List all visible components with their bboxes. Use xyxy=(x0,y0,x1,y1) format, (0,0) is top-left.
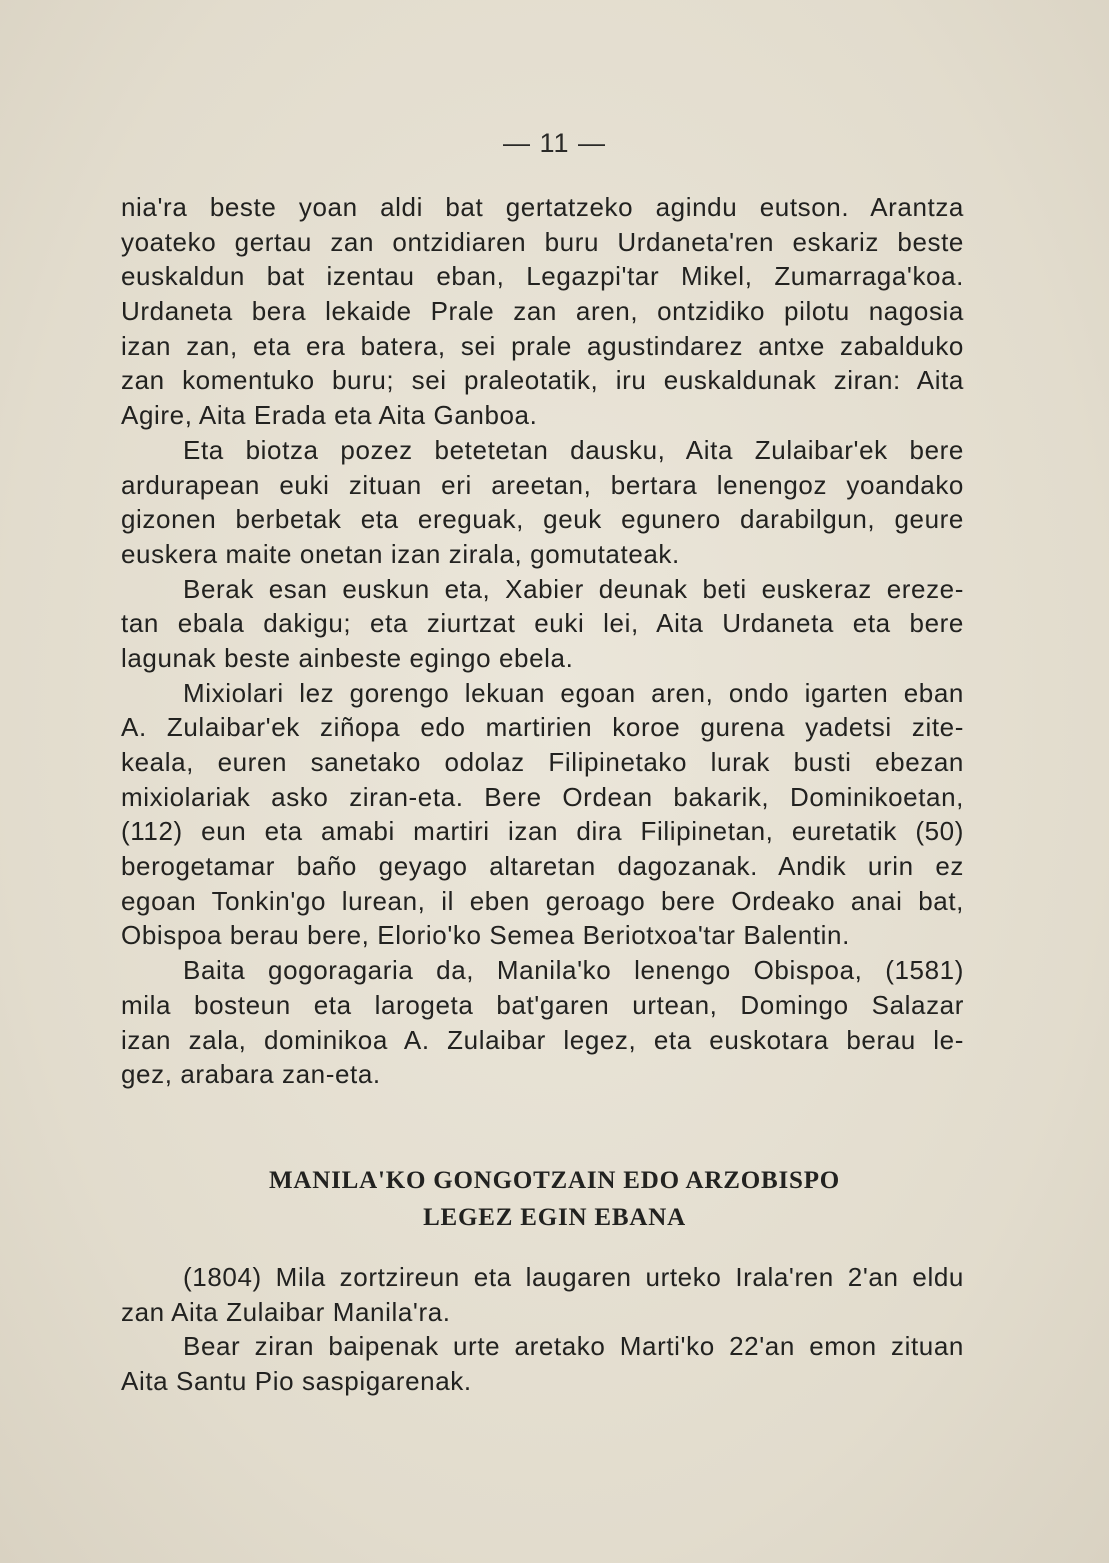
text-line: Eta biotza pozez betetetan dausku, Aita Zulaibar'ek bere xyxy=(183,434,964,465)
text-line: Agire, Aita Erada eta Aita Ganboa. xyxy=(121,400,538,431)
text-line: Aita Santu Pio saspigarenak. xyxy=(121,1366,472,1397)
heading-line: LEGEZ EGIN EBANA xyxy=(423,1204,686,1231)
text-line: izan zala, dominikoa A. Zulaibar legez, eta euskotara berau le- xyxy=(121,1024,964,1055)
heading-line: MANILA'KO GONGOTZAIN EDO ARZOBISPO xyxy=(268,1167,841,1194)
text-line: (112) eun eta amabi martiri izan dira Filipinetan, euretatik (50) xyxy=(121,816,964,847)
text-line: ardurapean euki zituan eri areetan, bertara lenengoz yoandako xyxy=(121,469,964,500)
text-line: egoan Tonkin'go lurean, il eben geroago bere Ordeako anai bat, xyxy=(121,885,964,916)
text-line: berogetamar baño geyago altaretan dagozanak. Andik urin ez xyxy=(121,851,964,882)
text-line: (1804) Mila zortzireun eta laugaren urteko Irala'ren 2'an eldu xyxy=(183,1262,964,1292)
section-heading xyxy=(0,1162,1109,1236)
text-line: A. Zulaibar'ek ziñopa edo martirien koroe gurena yadetsi zite- xyxy=(121,712,964,743)
body-text xyxy=(121,190,964,1092)
text-line: gizonen berbetak eta ereguak, geuk egunero darabilgun, geure xyxy=(121,504,964,535)
text-line: Bear ziran baipenak urte aretako Marti'ko 22'an emon zituan xyxy=(183,1331,964,1362)
text-line: tan ebala dakigu; eta ziurtzat euki lei, Aita Urdaneta eta bere xyxy=(121,608,964,639)
text-line: Baita gogoragaria da, Manila'ko lenengo Obispoa, (1581) xyxy=(183,955,964,986)
text-line: mixiolariak asko ziran-eta. Bere Ordean bakarik, Dominikoetan, xyxy=(121,781,964,812)
text-line: Obispoa berau bere, Elorio'ko Semea Beriotxoa'tar Balentin. xyxy=(121,920,850,951)
text-line: Berak esan euskun eta, Xabier deunak beti euskeraz ereze- xyxy=(183,573,964,604)
text-line: Mixiolari lez gorengo lekuan egoan aren, ondo igarten eban xyxy=(183,677,964,708)
text-line: gez, arabara zan-eta. xyxy=(121,1059,381,1090)
section-body-text xyxy=(121,1260,964,1399)
text-line: lagunak beste ainbeste egingo ebela. xyxy=(121,642,574,673)
text-line: zan Aita Zulaibar Manila'ra. xyxy=(121,1296,451,1327)
page-number: — 11 — xyxy=(502,128,607,158)
text-line: keala, euren sanetako odolaz Filipinetako lurak busti ebezan xyxy=(121,747,964,777)
text-line: mila bosteun eta larogeta bat'garen urtean, Domingo Salazar xyxy=(121,989,964,1020)
text-line: izan zan, eta era batera, sei prale agustindarez antxe zabalduko xyxy=(121,330,964,361)
text-line: yoateko gertau zan ontzidiaren buru Urdaneta'ren eskariz beste xyxy=(121,226,964,257)
text-line: Urdaneta bera lekaide Prale zan aren, ontzidiko pilotu nagosia xyxy=(121,296,964,327)
text-line: euskera maite onetan izan zirala, gomutateak. xyxy=(121,538,680,569)
text-line: nia'ra beste yoan aldi bat gertatzeko agindu eutson. Arantza xyxy=(121,192,964,222)
text-line: euskaldun bat izentau eban, Legazpi'tar Mikel, Zumarraga'koa. xyxy=(121,261,964,292)
text-line: zan komentuko buru; sei praleotatik, iru euskaldunak ziran: Aita xyxy=(121,365,964,396)
